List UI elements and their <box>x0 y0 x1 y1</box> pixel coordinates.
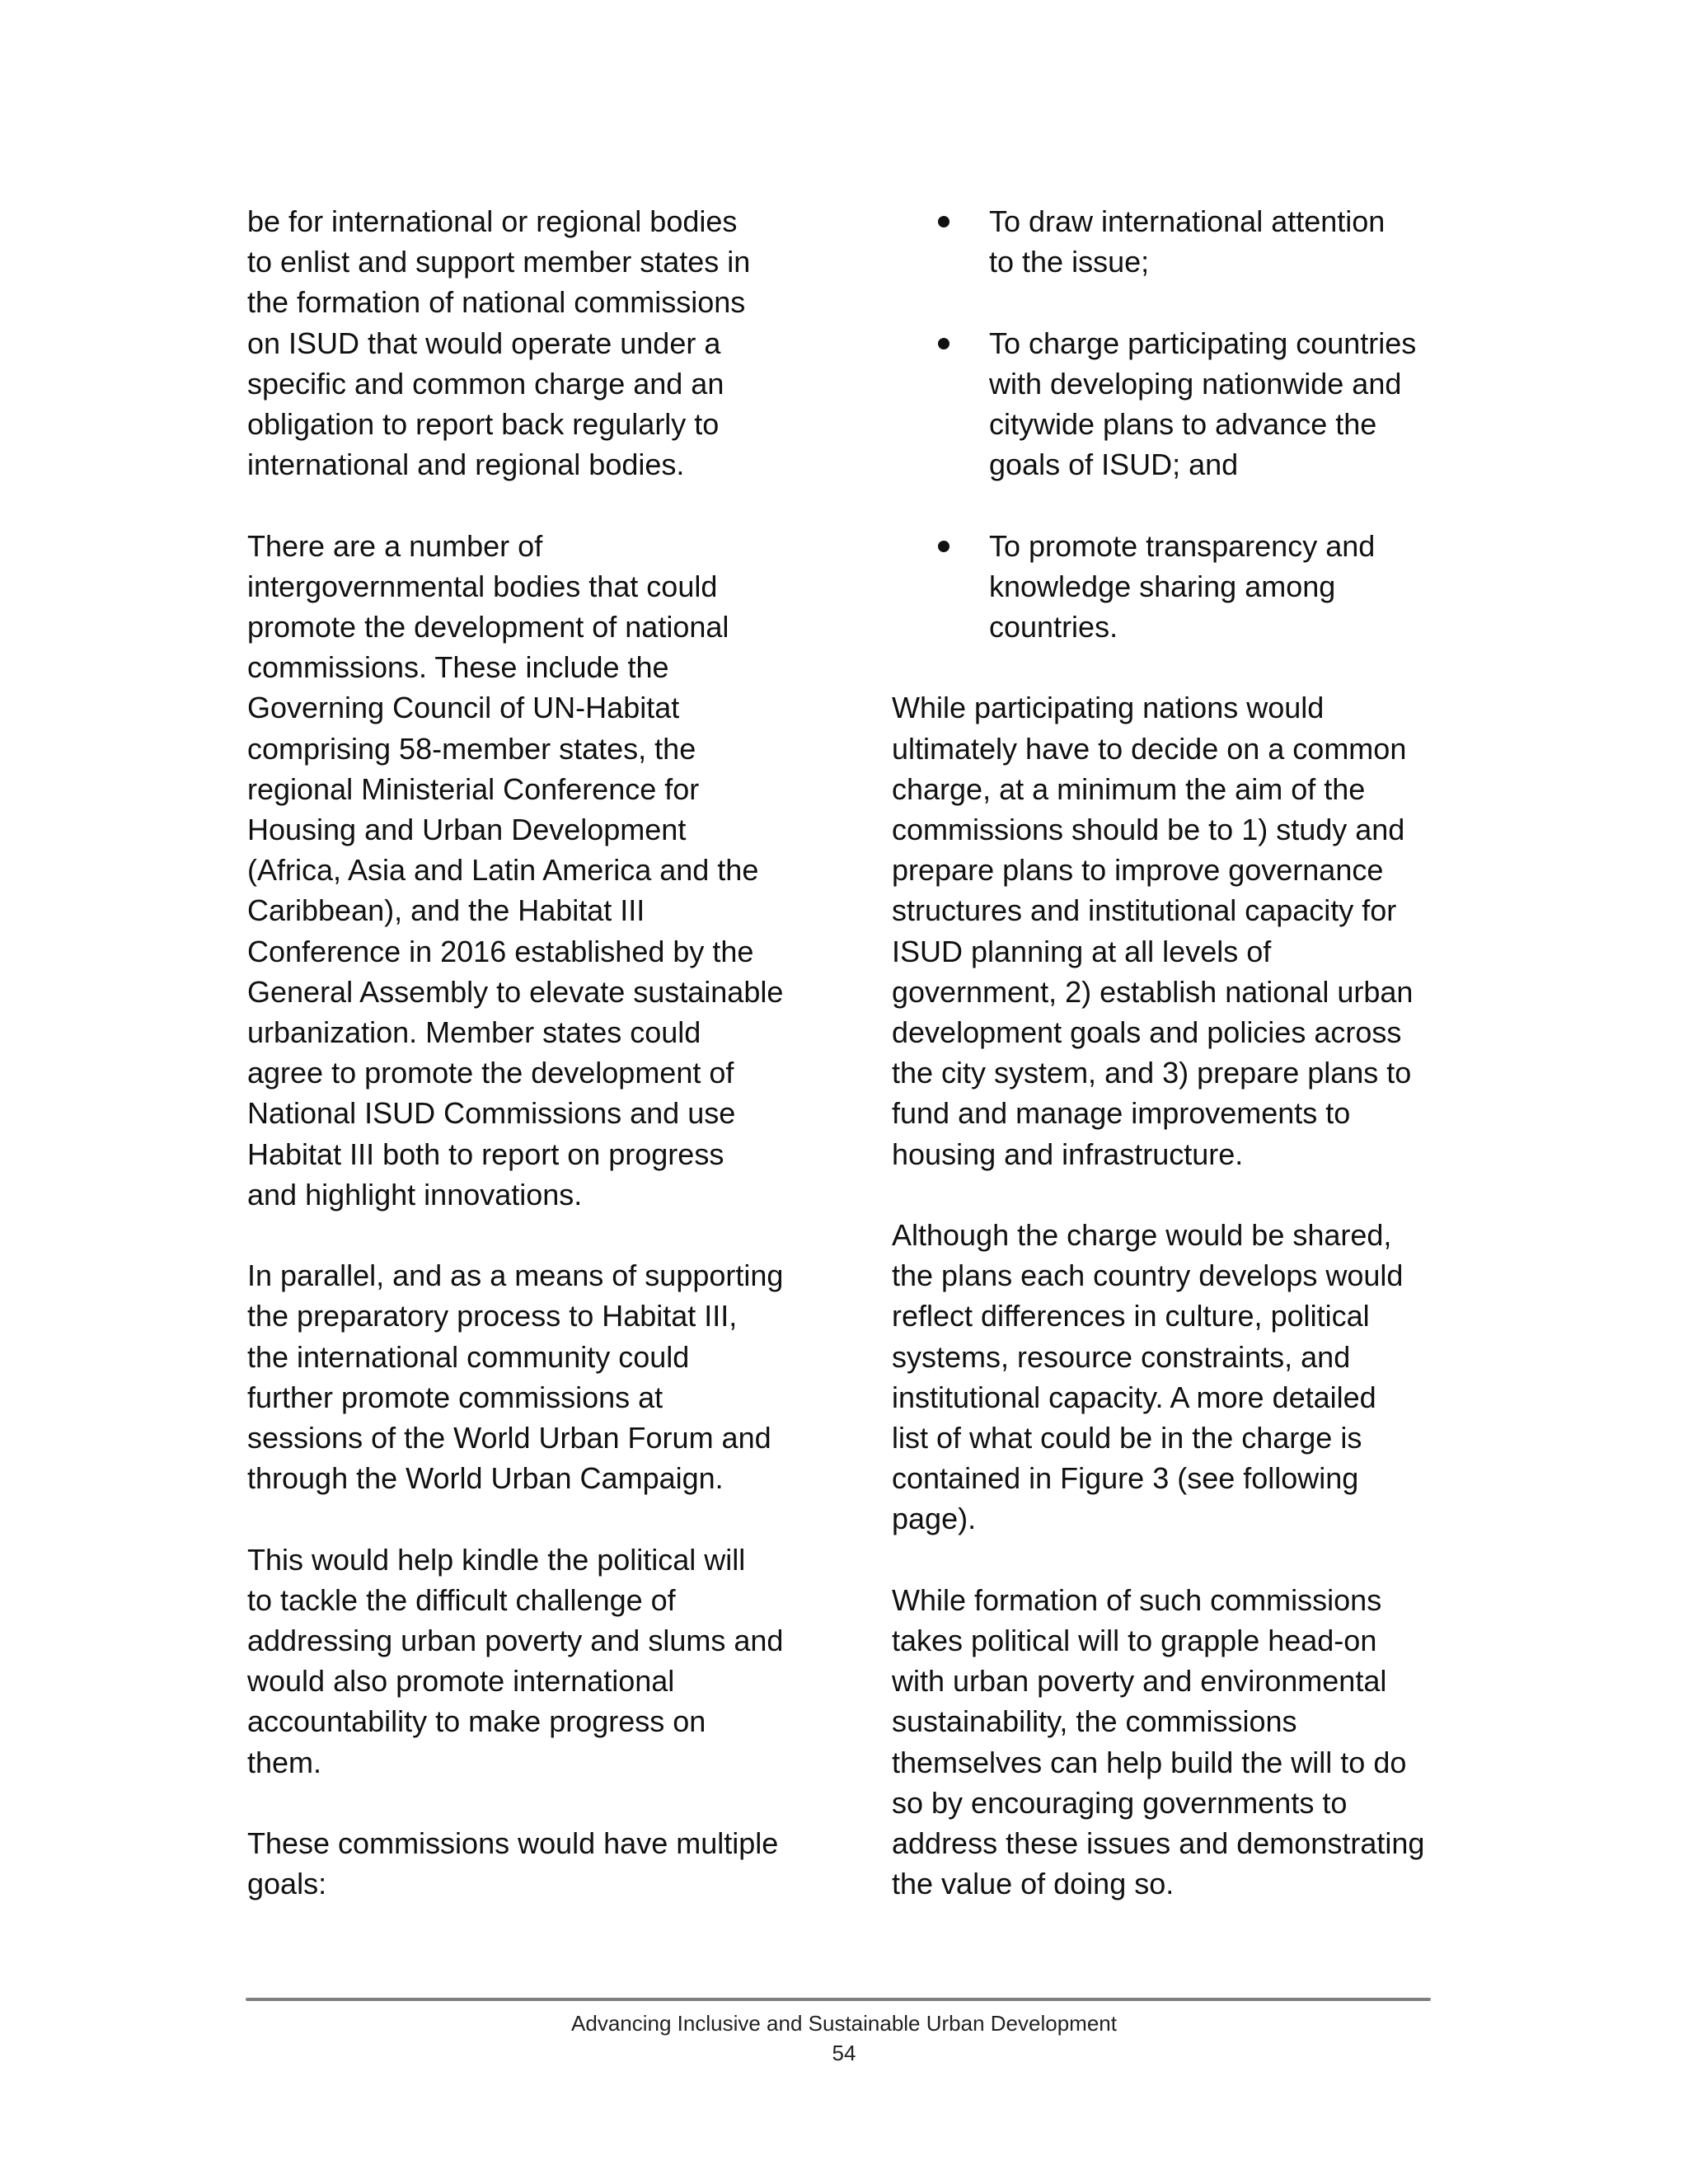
text-line: specific and common charge and an <box>247 366 724 401</box>
text-line: the plans each country develops would <box>892 1258 1404 1293</box>
text-line: comprising 58-member states, the <box>247 731 696 766</box>
text-line: prepare plans to improve governance <box>892 853 1384 888</box>
text-line: To draw international attention <box>989 204 1386 238</box>
text-line: systems, resource constraints, and <box>892 1339 1351 1374</box>
text-line: commissions. These include the <box>247 650 669 685</box>
text-line: international and regional bodies. <box>247 448 685 482</box>
text-line: National ISUD Commissions and use <box>247 1096 736 1131</box>
text-line: with urban poverty and environmental <box>892 1664 1387 1699</box>
text-line: sustainability, the commissions <box>892 1704 1297 1739</box>
text-line: institutional capacity. A more detailed <box>892 1380 1376 1414</box>
page-number: 54 <box>832 2041 856 2065</box>
footer-title: Advancing Inclusive and Sustainable Urban Development <box>571 2011 1117 2036</box>
text-line: General Assembly to elevate sustainable <box>247 974 784 1009</box>
text-line: goals: <box>247 1867 327 1901</box>
text-line: Conference in 2016 established by the <box>247 934 754 968</box>
paragraph-1 <box>247 201 808 485</box>
text-line: Housing and Urban Development <box>247 813 687 847</box>
text-line: government, 2) establish national urban <box>892 974 1414 1009</box>
paragraph-5 <box>247 1823 808 1904</box>
text-line: To charge participating countries <box>989 326 1417 360</box>
text-line: through the World Urban Campaign. <box>247 1461 724 1496</box>
list-item <box>892 323 1452 485</box>
text-line: ultimately have to decide on a common <box>892 731 1407 766</box>
text-line: to tackle the difficult challenge of <box>247 1582 676 1617</box>
text-line: urbanization. Member states could <box>247 1015 701 1050</box>
paragraph-4 <box>247 1540 808 1783</box>
text-line: reflect differences in culture, political <box>892 1299 1370 1333</box>
text-line: This would help kindle the political will <box>247 1542 746 1577</box>
text-line: fund and manage improvements to <box>892 1096 1351 1131</box>
text-line: promote the development of national <box>247 610 729 644</box>
text-line: In parallel, and as a means of supporting <box>247 1258 784 1293</box>
footer-divider <box>246 1998 1431 2001</box>
text-line: Although the charge would be shared, <box>892 1218 1392 1253</box>
text-line: page). <box>892 1502 977 1536</box>
text-line: so by encouraging governments to <box>892 1785 1348 1820</box>
list-item <box>892 526 1452 648</box>
text-line: (Africa, Asia and Latin America and the <box>247 853 759 888</box>
text-line: ISUD planning at all levels of <box>892 934 1272 968</box>
bullet-icon <box>938 541 950 552</box>
text-line: agree to promote the development of <box>247 1056 734 1090</box>
text-line: the formation of national commissions <box>247 285 746 320</box>
text-line: To promote transparency and <box>989 528 1376 563</box>
text-line: These commissions would have multiple <box>247 1826 779 1861</box>
text-line: to enlist and support member states in <box>247 245 751 279</box>
text-line: housing and infrastructure. <box>892 1137 1244 1171</box>
text-line: be for international or regional bodies <box>247 204 738 238</box>
text-line: accountability to make progress on <box>247 1704 706 1739</box>
text-line: charge, at a minimum the aim of the <box>892 771 1366 806</box>
bullet-icon <box>938 338 950 349</box>
text-line: to the issue; <box>989 245 1150 279</box>
text-line: the city system, and 3) prepare plans to <box>892 1056 1412 1090</box>
paragraph-3 <box>247 1255 808 1498</box>
text-line: address these issues and demonstrating <box>892 1826 1425 1861</box>
text-line: obligation to report back regularly to <box>247 407 720 442</box>
paragraph-8 <box>892 1580 1452 1905</box>
bullet-icon <box>938 216 950 227</box>
paragraph-2 <box>247 526 808 1215</box>
text-line: takes political will to grapple head-on <box>892 1624 1377 1658</box>
text-line: Governing Council of UN-Habitat <box>247 691 680 725</box>
text-line: goals of ISUD; and <box>989 448 1239 482</box>
text-line: and highlight innovations. <box>247 1177 583 1212</box>
text-line: sessions of the World Urban Forum and <box>247 1421 771 1455</box>
text-line: the preparatory process to Habitat III, <box>247 1299 738 1333</box>
text-line: would also promote international <box>247 1664 675 1699</box>
list-item <box>892 201 1452 282</box>
text-line: While formation of such commissions <box>892 1582 1382 1617</box>
text-line: regional Ministerial Conference for <box>247 771 700 806</box>
text-line: knowledge sharing among <box>989 569 1336 603</box>
text-line: them. <box>247 1745 322 1779</box>
goals-list <box>892 201 1452 647</box>
text-line: There are a number of <box>247 528 543 563</box>
text-line: structures and institutional capacity for <box>892 893 1397 928</box>
text-line: contained in Figure 3 (see following <box>892 1461 1359 1496</box>
left-column <box>247 201 808 1945</box>
paragraph-6 <box>892 687 1452 1174</box>
text-line: intergovernmental bodies that could <box>247 569 718 603</box>
text-line: addressing urban poverty and slums and <box>247 1624 784 1658</box>
text-line: countries. <box>989 610 1118 644</box>
paragraph-7 <box>892 1215 1452 1540</box>
text-line: citywide plans to advance the <box>989 407 1377 441</box>
text-line: Caribbean), and the Habitat III <box>247 893 645 928</box>
text-line: the international community could <box>247 1339 690 1374</box>
text-line: further promote commissions at <box>247 1380 663 1414</box>
text-line: on ISUD that would operate under a <box>247 326 721 360</box>
text-line: list of what could be in the charge is <box>892 1421 1362 1455</box>
text-line: with developing nationwide and <box>989 366 1402 401</box>
text-line: the value of doing so. <box>892 1867 1175 1901</box>
text-line: Habitat III both to report on progress <box>247 1137 724 1171</box>
text-line: development goals and policies across <box>892 1015 1402 1050</box>
text-line: themselves can help build the will to do <box>892 1745 1407 1779</box>
text-line: commissions should be to 1) study and <box>892 813 1405 846</box>
text-line: While participating nations would <box>892 691 1325 725</box>
right-column <box>892 201 1452 1945</box>
